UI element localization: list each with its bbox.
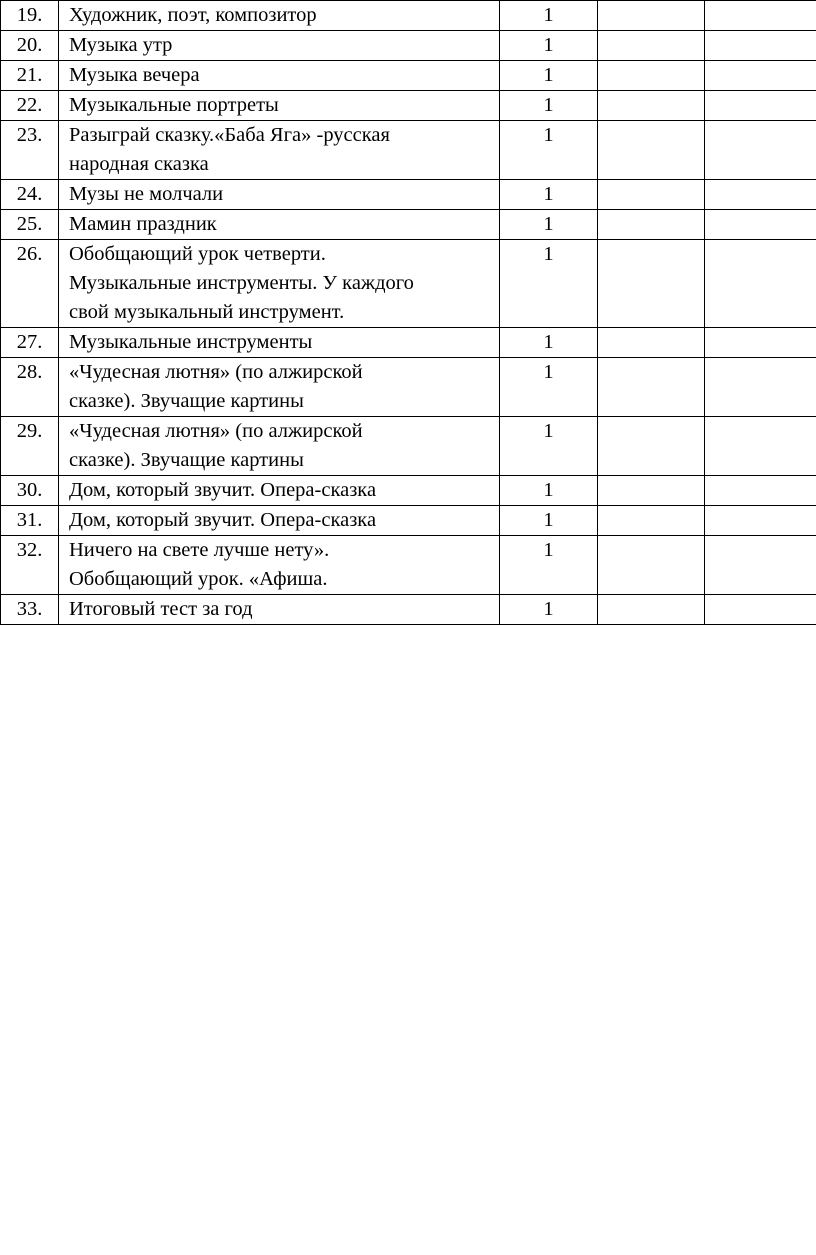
- empty-cell: [705, 476, 816, 506]
- table-row: [1, 595, 816, 625]
- table-row: [1, 210, 816, 240]
- lesson-number-cell: 23.: [1, 121, 59, 180]
- empty-cell: [598, 417, 705, 476]
- lesson-number-cell: 30.: [1, 476, 59, 506]
- empty-cell: [705, 240, 816, 328]
- lesson-number-cell: 22.: [1, 91, 59, 121]
- lesson-title-cell: «Чудесная лютня» (по алжирской сказке). Звучащие картины: [59, 417, 500, 476]
- table-row: [1, 417, 816, 476]
- empty-cell: [705, 121, 816, 180]
- table-row: [1, 506, 816, 536]
- lesson-title-cell: Музыка вечера: [59, 61, 500, 91]
- lesson-number-cell: 26.: [1, 240, 59, 328]
- empty-cell: [598, 328, 705, 358]
- lesson-hours-cell: 1: [500, 180, 598, 210]
- lesson-number-cell: 21.: [1, 61, 59, 91]
- empty-cell: [598, 61, 705, 91]
- empty-cell: [598, 180, 705, 210]
- lesson-hours-cell: 1: [500, 210, 598, 240]
- lesson-number-cell: 31.: [1, 506, 59, 536]
- lesson-hours-cell: 1: [500, 91, 598, 121]
- lesson-hours-cell: 1: [500, 595, 598, 625]
- lesson-number-cell: 25.: [1, 210, 59, 240]
- lesson-title-cell: Дом, который звучит. Опера-сказка: [59, 476, 500, 506]
- lesson-hours-cell: 1: [500, 358, 598, 417]
- lesson-title-cell: Музыкальные инструменты: [59, 328, 500, 358]
- lesson-hours-cell: 1: [500, 1, 598, 31]
- lesson-number-cell: 19.: [1, 1, 59, 31]
- table-row: [1, 121, 816, 180]
- empty-cell: [705, 417, 816, 476]
- lesson-title-cell: Ничего на свете лучше нету». Обобщающий урок. «Афиша.: [59, 536, 500, 595]
- table-row: [1, 328, 816, 358]
- table-row: [1, 61, 816, 91]
- empty-cell: [705, 91, 816, 121]
- table-row: [1, 91, 816, 121]
- empty-cell: [598, 1, 705, 31]
- lesson-hours-cell: 1: [500, 328, 598, 358]
- lesson-hours-cell: 1: [500, 476, 598, 506]
- table-row: [1, 358, 816, 417]
- empty-cell: [705, 536, 816, 595]
- table-row: [1, 31, 816, 61]
- table-row: [1, 536, 816, 595]
- lesson-hours-cell: 1: [500, 61, 598, 91]
- empty-cell: [598, 121, 705, 180]
- table-row: [1, 476, 816, 506]
- empty-cell: [598, 595, 705, 625]
- empty-cell: [705, 328, 816, 358]
- lesson-hours-cell: 1: [500, 536, 598, 595]
- lesson-table-body: [1, 1, 816, 625]
- lesson-number-cell: 20.: [1, 31, 59, 61]
- lesson-title-cell: Музы не молчали: [59, 180, 500, 210]
- lesson-plan-table: [0, 0, 816, 625]
- empty-cell: [598, 31, 705, 61]
- lesson-title-cell: Музыкальные портреты: [59, 91, 500, 121]
- empty-cell: [705, 595, 816, 625]
- empty-cell: [598, 506, 705, 536]
- lesson-title-cell: Музыка утр: [59, 31, 500, 61]
- empty-cell: [705, 180, 816, 210]
- lesson-hours-cell: 1: [500, 506, 598, 536]
- empty-cell: [705, 210, 816, 240]
- empty-cell: [705, 31, 816, 61]
- empty-cell: [598, 358, 705, 417]
- lesson-hours-cell: 1: [500, 417, 598, 476]
- lesson-hours-cell: 1: [500, 31, 598, 61]
- empty-cell: [598, 240, 705, 328]
- lesson-number-cell: 27.: [1, 328, 59, 358]
- lesson-hours-cell: 1: [500, 121, 598, 180]
- lesson-title-cell: Художник, поэт, композитор: [59, 1, 500, 31]
- empty-cell: [705, 61, 816, 91]
- lesson-title-cell: «Чудесная лютня» (по алжирской сказке). Звучащие картины: [59, 358, 500, 417]
- empty-cell: [705, 1, 816, 31]
- table-row: [1, 1, 816, 31]
- empty-cell: [705, 506, 816, 536]
- table-row: [1, 240, 816, 328]
- lesson-number-cell: 33.: [1, 595, 59, 625]
- table-row: [1, 180, 816, 210]
- empty-cell: [598, 536, 705, 595]
- lesson-title-cell: Обобщающий урок четверти. Музыкальные инструменты. У каждого свой музыкальный инструмент.: [59, 240, 500, 328]
- lesson-number-cell: 24.: [1, 180, 59, 210]
- empty-cell: [598, 210, 705, 240]
- lesson-hours-cell: 1: [500, 240, 598, 328]
- lesson-title-cell: Дом, который звучит. Опера-сказка: [59, 506, 500, 536]
- lesson-number-cell: 32.: [1, 536, 59, 595]
- empty-cell: [705, 358, 816, 417]
- empty-cell: [598, 91, 705, 121]
- empty-cell: [598, 476, 705, 506]
- lesson-number-cell: 28.: [1, 358, 59, 417]
- lesson-title-cell: Итоговый тест за год: [59, 595, 500, 625]
- lesson-number-cell: 29.: [1, 417, 59, 476]
- lesson-title-cell: Разыграй сказку.«Баба Яга» -русская народная сказка: [59, 121, 500, 180]
- lesson-title-cell: Мамин праздник: [59, 210, 500, 240]
